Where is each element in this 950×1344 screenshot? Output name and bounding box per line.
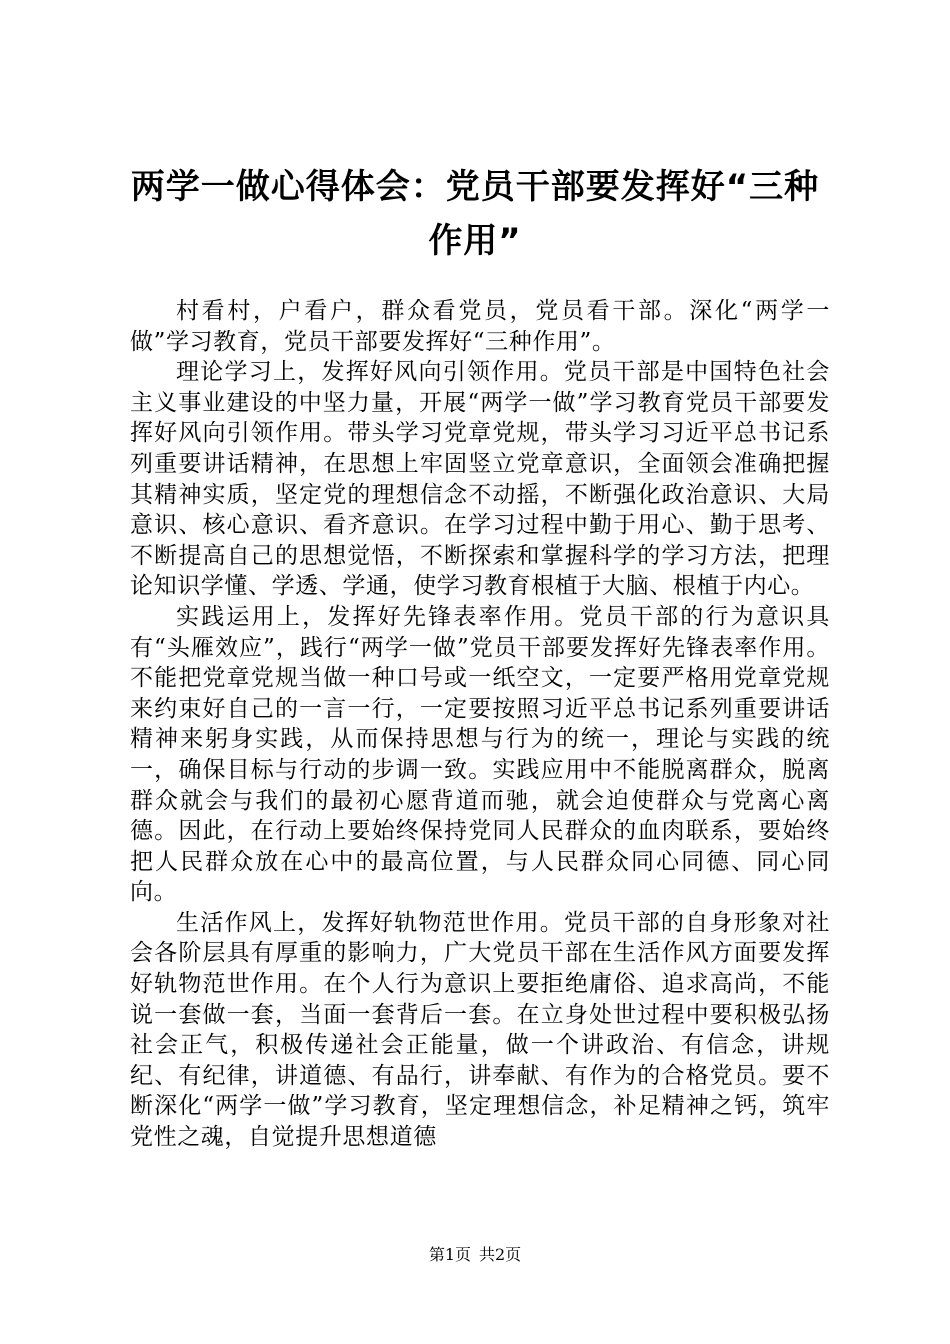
document-title: 两学一做心得体会：党员干部要发挥好“三种作用”: [130, 167, 820, 261]
page-total: 共2页: [479, 1245, 522, 1264]
page-number: 第1页: [428, 1245, 471, 1264]
document-body: [130, 296, 830, 1153]
paragraph-lifestyle: 生活作风上，发挥好轨物范世作用。党员干部的自身形象对社会各阶层具有厚重的影响力，广大党员干部在生活作风方面要发挥好轨物范世作用。在个人行为意识上要拒绝庸俗、追求高尚，不能说一套做一套，当面一套背后一套。在立身处世过程中要积极弘扬社会正气，积极传递社会正能量，做一个讲政治、有信念，讲规纪、有纪律，讲道德、有品行，讲奉献、有作为的合格党员。要不断深化“两学一做”学习教育，坚定理想信念，补足精神之钙，筑牢党性之魂，自觉提升思想道德: [130, 909, 830, 1151]
paragraph-theory-study: 理论学习上，发挥好风向引领作用。党员干部是中国特色社会主义事业建设的中坚力量，开展“两学一做”学习教育党员干部要发挥好风向引领作用。带头学习党章党规，带头学习习近平总书记系列重要讲话精神，在思想上牢固竖立党章意识，全面领会准确把握其精神实质，坚定党的理想信念不动摇，不断强化政治意识、大局意识、核心意识、看齐意识。在学习过程中勤于用心、勤于思考、不断提高自己的思想觉悟，不断探索和掌握科学的学习方法，把理论知识学懂、学透、学通，使学习教育根植于大脑、根植于内心。: [130, 359, 830, 600]
paragraph-intro: 村看村，户看户，群众看党员，党员看干部。深化“两学一做”学习教育，党员干部要发挥好“三种作用”。: [130, 298, 830, 355]
page-footer: [0, 1245, 950, 1265]
paragraph-practice: 实践运用上，发挥好先锋表率作用。党员干部的行为意识具有“头雁效应”，践行“两学一做”党员干部要发挥好先锋表率作用。不能把党章党规当做一种口号或一纸空文，一定要严格用党章党规来约束好自己的一言一行，一定要按照习近平总书记系列重要讲话精神来躬身实践，从而保持思想与行为的统一，理论与实践的统一，确保目标与行动的步调一致。实践应用中不能脱离群众，脱离群众就会与我们的最初心愿背道而驰，就会迫使群众与党离心离德。因此，在行动上要始终保持党同人民群众的血肉联系，要始终把人民群众放在心中的最高位置，与人民群众同心同德、同心同向。: [130, 603, 830, 906]
